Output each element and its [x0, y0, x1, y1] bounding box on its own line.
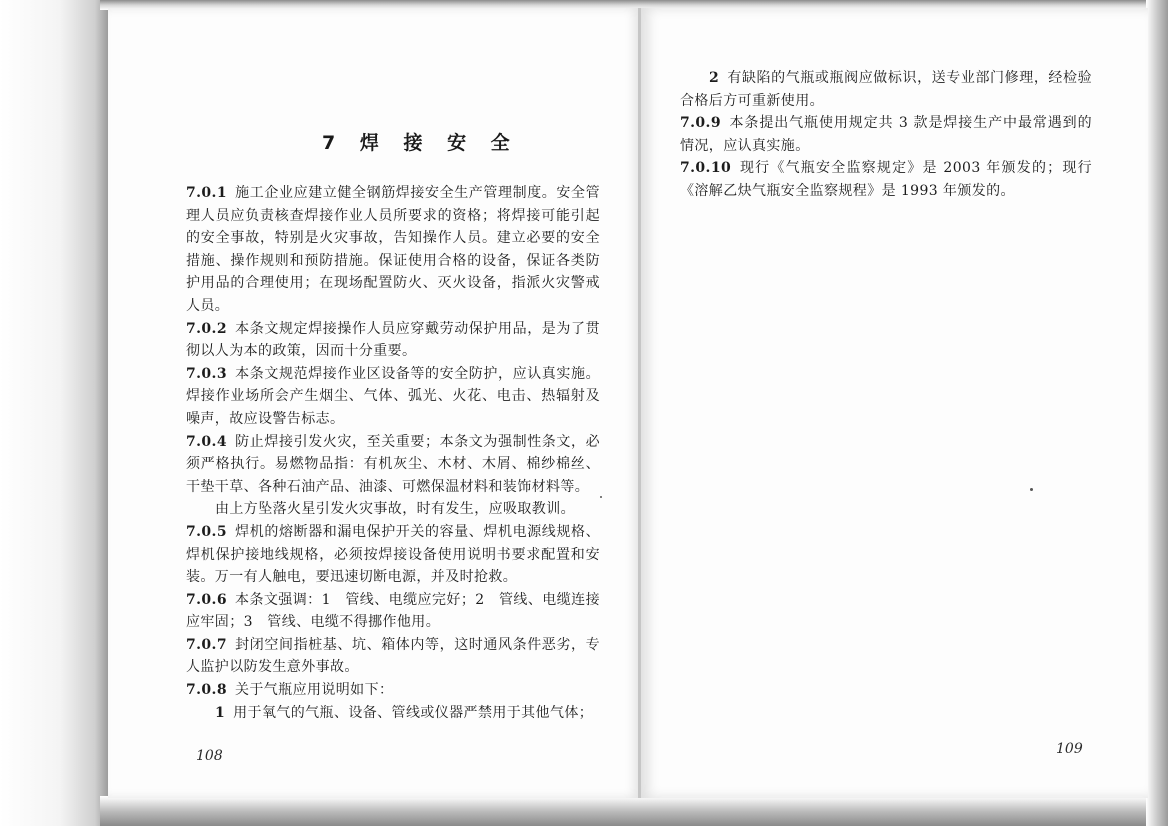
item-text: 用于氧气的气瓶、设备、管线或仪器严禁用于其他气体； — [233, 704, 594, 721]
clause-number: 7.0.5 — [186, 523, 227, 540]
left-page-body — [186, 182, 600, 724]
clause-number: 7.0.7 — [186, 636, 227, 653]
scan-right-edge-shadow — [1146, 0, 1168, 826]
clause-text: 焊机的熔断器和漏电保护开关的容量、焊机电源线规格、焊机保护接地线规格，必须按焊接设备使用说明书要求配置和安装。万一有人触电，要迅速切断电源，并及时抢救。 — [186, 523, 600, 586]
clause-text: 施工企业应建立健全钢筋焊接安全生产管理制度。安全管理人员应负责核查焊接作业人员所要求的资格；将焊接可能引起的安全事故，特别是火灾事故，告知操作人员。建立必要的安全措施、操作规则和预防措施。保证使用合格的设备，保证各类防护用品的合理使用；在现场配置防火、灭火设备，指派火灾警戒人员。 — [186, 185, 600, 314]
page-number-right: 109 — [1056, 741, 1083, 757]
book-gutter — [638, 8, 641, 798]
item-text: 有缺陷的气瓶或瓶阀应做标识，送专业部门修理，经检验合格后方可重新使用。 — [680, 70, 1092, 109]
clause-number: 7.0.10 — [680, 160, 732, 177]
clause-7-0-3 — [186, 363, 600, 431]
clause-text: 关于气瓶应用说明如下： — [234, 682, 394, 699]
clause-7-0-4-note — [186, 498, 600, 521]
clause-7-0-6 — [186, 589, 600, 634]
clause-7-0-7 — [186, 634, 600, 679]
chapter-title: 7 焊 接 安 全 — [322, 132, 519, 154]
clause-7-0-9 — [680, 112, 1092, 157]
scan-left-edge-shadow — [0, 0, 112, 826]
page-number-left: 108 — [196, 748, 223, 764]
clause-7-0-1 — [186, 182, 600, 318]
clause-number: 7.0.3 — [186, 365, 227, 382]
clause-number: 7.0.2 — [186, 320, 227, 337]
clause-number: 7.0.4 — [186, 433, 227, 450]
clause-7-0-5 — [186, 521, 600, 589]
clause-7-0-4 — [186, 431, 600, 499]
clause-number: 7.0.6 — [186, 591, 227, 608]
clause-7-0-8 — [186, 679, 600, 702]
clause-text: 由上方坠落火星引发火灾事故，时有发生，应吸取教训。 — [215, 501, 575, 518]
clause-text: 现行《气瓶安全监察规定》是 2003 年颁发的；现行《溶解乙炔气瓶安全监察规程》是 1993 年颁发的。 — [680, 160, 1092, 199]
clause-7-0-2 — [186, 318, 600, 363]
clause-text: 防止焊接引发火灾，至关重要；本条文为强制性条文，必须严格执行。易燃物品指：有机灰尘、木材、木屑、棉纱棉丝、干垫干草、各种石油产品、油漆、可燃保温材料和装饰材料等。 — [186, 433, 600, 495]
clause-7-0-8-item-1 — [186, 702, 600, 725]
clause-number: 7.0.8 — [186, 682, 227, 699]
clause-text: 本条文规范焊接作业区设备等的安全防护，应认真实施。焊接作业场所会产生烟尘、气体、弧光、火花、电击、热辐射及噪声，故应设警告标志。 — [186, 365, 600, 427]
clause-text: 本条提出气瓶使用规定共 3 款是焊接生产中最常遇到的情况，应认真实施。 — [680, 115, 1092, 154]
item-number: 2 — [709, 70, 720, 86]
clause-number: 7.0.1 — [186, 185, 227, 201]
right-page-body — [680, 67, 1092, 203]
clause-7-0-8-item-2 — [680, 67, 1092, 112]
clause-text: 封闭空间指桩基、坑、箱体内等，这时通风条件恶劣，专人监护以防发生意外事故。 — [186, 636, 600, 676]
clause-7-0-10 — [680, 157, 1092, 202]
clause-text: 本条文强调：1 管线、电缆应完好；2 管线、电缆连接应牢固；3 管线、电缆不得挪作他用。 — [186, 591, 600, 631]
item-number: 1 — [215, 704, 226, 721]
clause-number: 7.0.9 — [680, 115, 721, 132]
clause-text: 本条文规定焊接操作人员应穿戴劳动保护用品，是为了贯彻以人为本的政策，因而十分重要。 — [186, 320, 600, 360]
scan-bottom-edge-shadow — [100, 796, 1150, 826]
scan-speck — [1030, 488, 1033, 491]
scan-speck — [600, 496, 602, 498]
